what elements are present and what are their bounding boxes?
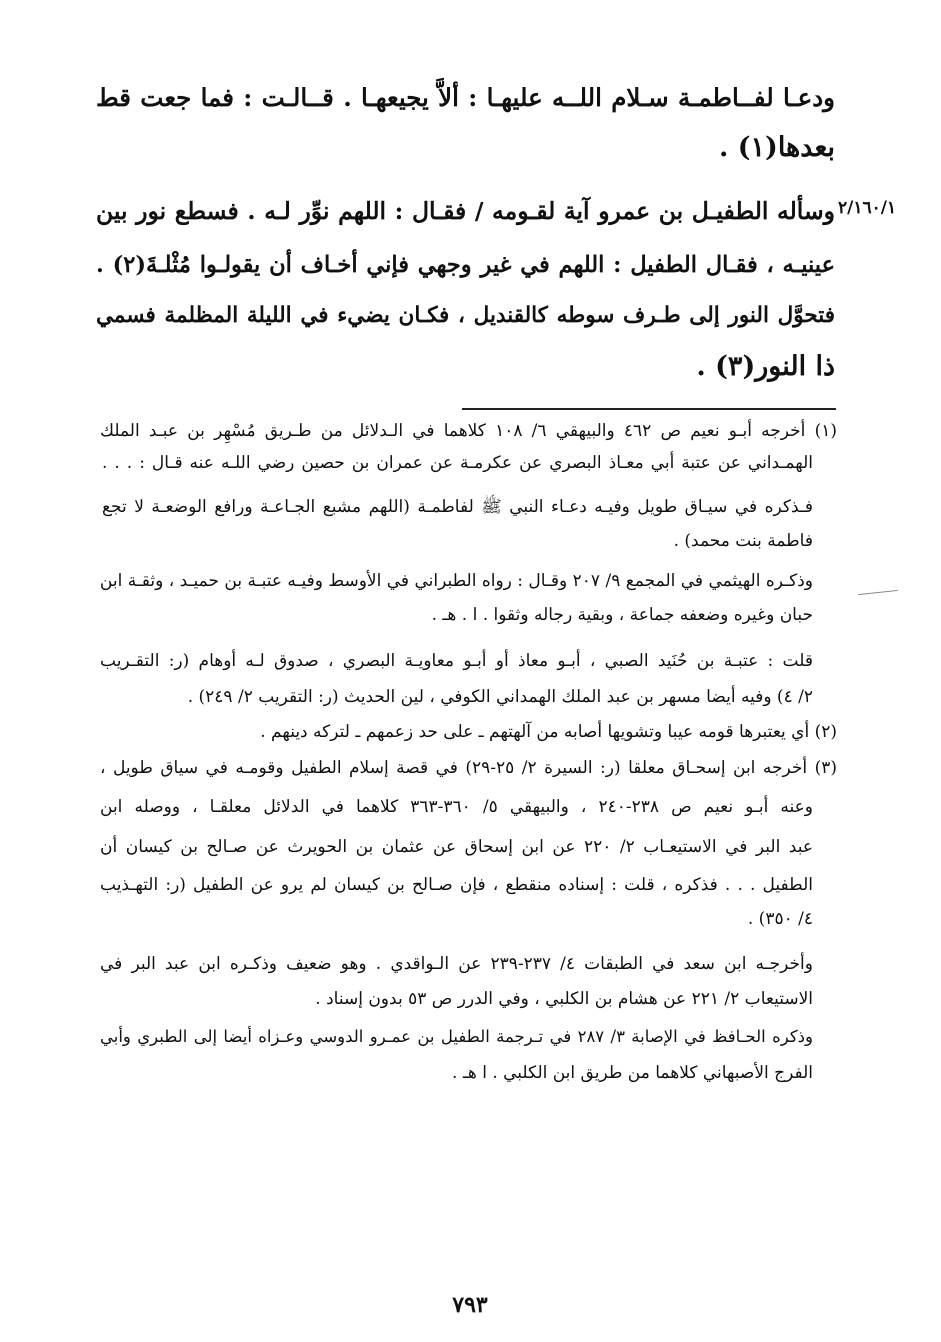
footnote-line: الهمـداني عن عتبة أبي معـاذ البصري عن عكرمـة عن عمران بن حصين رضي اللـه عنه قـال : . . . [102,453,813,473]
main-text-line-4: عينيـه ، فقـال الطفيل : اللهم في غير وجهي فإني أخـاف أن يقولـوا مُثْلـةَ(٢) . [96,252,835,278]
main-text-line-5: فتحوَّل النور إلى طـرف سوطه كالقنديل ، فكـان يضيء في الليلة المظلمة فسمي [96,303,835,328]
footnote-line: حبان وغيره وضعفه جماعة ، وبقية رجاله وثقوا . ا . هـ . [431,605,813,625]
footnote-line: وعنه أبـو نعيم ص ٢٣٨-٢٤٠ ، والبيهقي ٥/ ٣٦٠-٣٦٣ كلاهما في الدلائل معلقـا ، ووصله ابن [100,797,814,817]
footnote-line: الطفيل . . . فذكره ، قلت : إسناده منقطع ، فإن صـالح بن كيسان لم يرو عن الطفيل (ر: التهـذيب [100,875,813,895]
footnote-line: وأخرجـه ابن سعد في الطبقات ٤/ ٢٣٧-٢٣٩ عن الـواقدي . وهو ضعيف وذكـره ابن عبد البر في [100,954,813,974]
footnote-line: وذكـره الهيثمي في المجمع ٩/ ٢٠٧ وقـال : رواه الطبراني في الأوسط وفيـه عتبـة بن حميـد ، وثقـة ابن [99,571,813,591]
main-text-line-3: وسأله الطفيـل بن عمرو آية لقـومه / فقـال : اللهم نوِّر لـه . فسطع نور بين [96,197,835,225]
footnote-line: (٣) أخرجه ابن إسحـاق معلقا (ر: السيرة ٢/ ٢٥-٢٩) في قصة إسلام الطفيل وقومـه في سياق طويل ، [100,758,837,778]
footnote-line: الاستيعاب ٢/ ٢٢١ عن هشام بن الكلبي ، وفي الدرر ص ٥٣ بدون إسناد . [315,989,813,1009]
stray-pen-mark [858,590,898,595]
footnote-line: فـذكره في سيـاق طويل وفيـه دعـاء النبي ﷺ لفاطمـة (اللهم مشبع الجـاعـة ورافع الوضعـة لا تجع [102,497,813,517]
footnote-line: عبد البر في الاستيعـاب ٢/ ٢٢٠ عن ابن إسحاق عن عثمان بن الحويرث عن صـالح بن كيسان أن [100,837,813,857]
main-text-line-2: بعدها(١) . [718,132,835,163]
main-text-line-1: ودعـا لفــاطمـة سـلام اللــه عليهـا : ألاَّ يجيعهـا . قــالـت : فما جعت قط [96,83,835,112]
page-number: ٧٩٣ [452,1292,488,1318]
footnote-separator [462,408,836,410]
footnote-line: فاطمة بنت محمد) . [673,531,813,551]
footnote-line: ٢/ ٤) وفيه أيضا مسهر بن عبد الملك الهمداني الكوفي ، لين الحديث (ر: التقريب ٢/ ٢٤٩) . [187,687,813,707]
footnote-line: (٢) أي يعتبرها قومه عيبا وتشويها أصابه من آلهتهم ـ على حد زعمهم ـ لتركه دينهم . [260,722,837,742]
main-text-line-6: ذا النور(٣) . [696,351,835,382]
footnote-line: وذكره الحـافظ في الإصابة ٣/ ٢٨٧ في تـرجمة الطفيل بن عمـرو الدوسي وعـزاه أيضا إلى الطبري وأبي [100,1027,813,1046]
footnote-line: قلت : عتبـة بن حُنَيد الصبي ، أبـو معاذ أو أبـو معاويـة البصري ، صدوق لـه أوهام (ر: التقـريب [100,651,813,671]
margin-reference: ٢/١٦٠/١ [838,198,897,218]
footnote-line: الفرج الأصبهاني كلاهما من طريق ابن الكلبي . ا هـ . [452,1063,813,1083]
footnote-line: (١) أخرجه أبـو نعيم ص ٤٦٢ والبيهقي ٦/ ١٠٨ كلاهما في الـدلائل من طـريق مُسْهِر بن عبـد الملك [100,421,837,441]
footnote-line: ٤/ ٣٥٠) . [747,909,813,929]
